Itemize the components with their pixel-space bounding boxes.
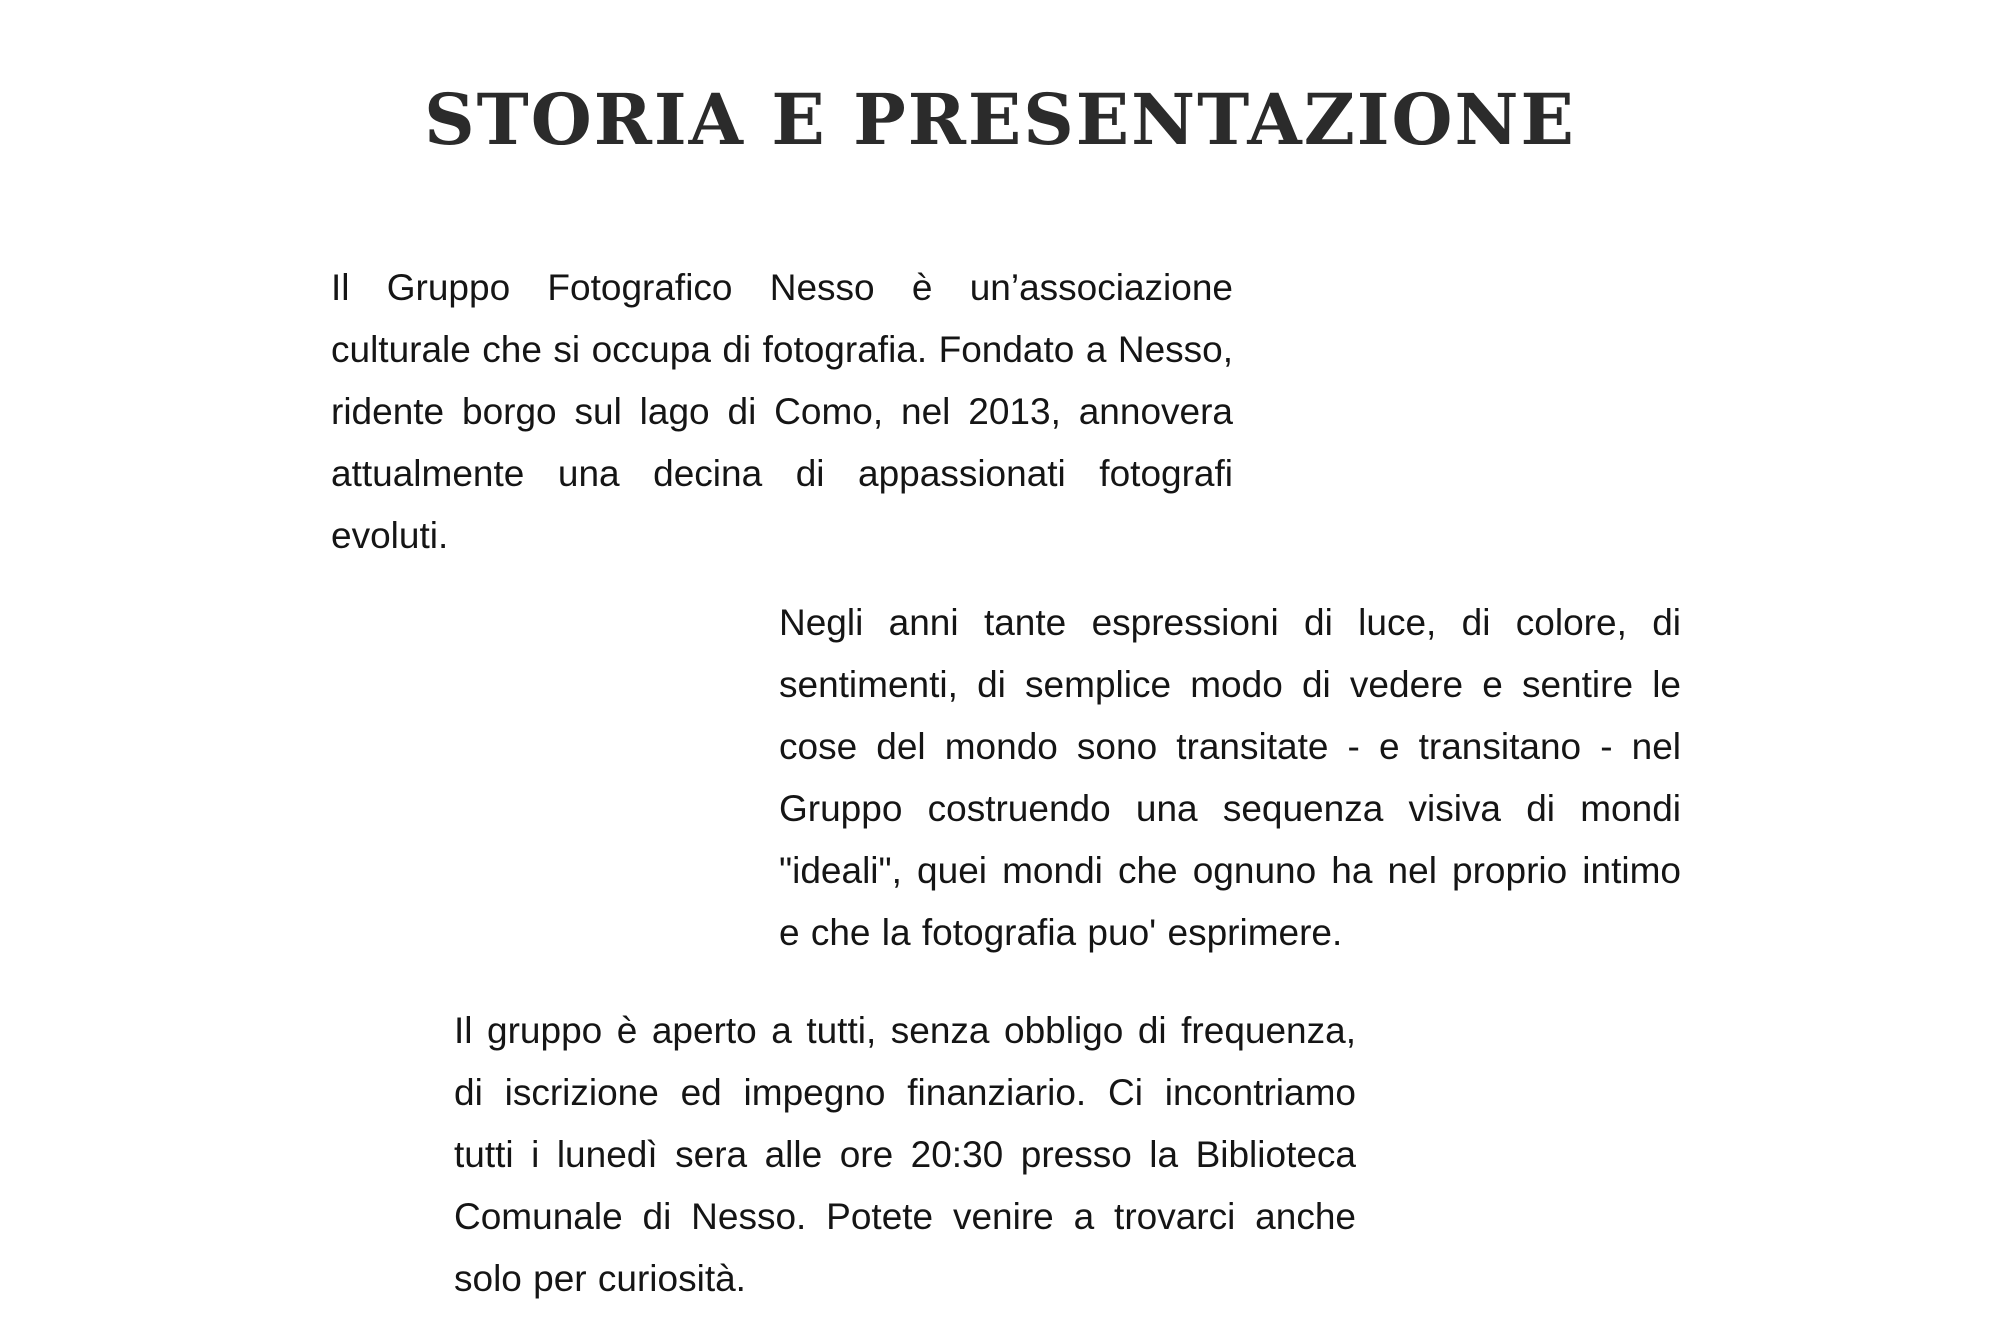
paragraph-expressions: Negli anni tante espressioni di luce, di colore, di sentimenti, di semplice modo di vedere e sentire le cose del mondo sono transitate - e transitano - nel Gruppo costruendo una sequenza visiva di mondi "ideali", quei mondi che ognuno ha nel proprio intimo e che la fotografia puo' esprimere. <box>779 602 1681 953</box>
page-title: STORIA E PRESENTAZIONE <box>424 78 1576 161</box>
paragraph-history: Il Gruppo Fotografico Nesso è un’associazione culturale che si occupa di fotografia. Fondato a Nesso, ridente borgo sul lago di Como, nel 2013, annovera attualmente una decina di appassionati fotografi evoluti. <box>331 267 1233 556</box>
paragraph-meetings: Il gruppo è aperto a tutti, senza obbligo di frequenza, di iscrizione ed impegno finanziario. Ci incontriamo tutti i lunedì sera alle ore 20:30 presso la Biblioteca Comunale di Nesso. Potete venire a trovarci anche solo per curiosità. <box>454 1010 1356 1299</box>
